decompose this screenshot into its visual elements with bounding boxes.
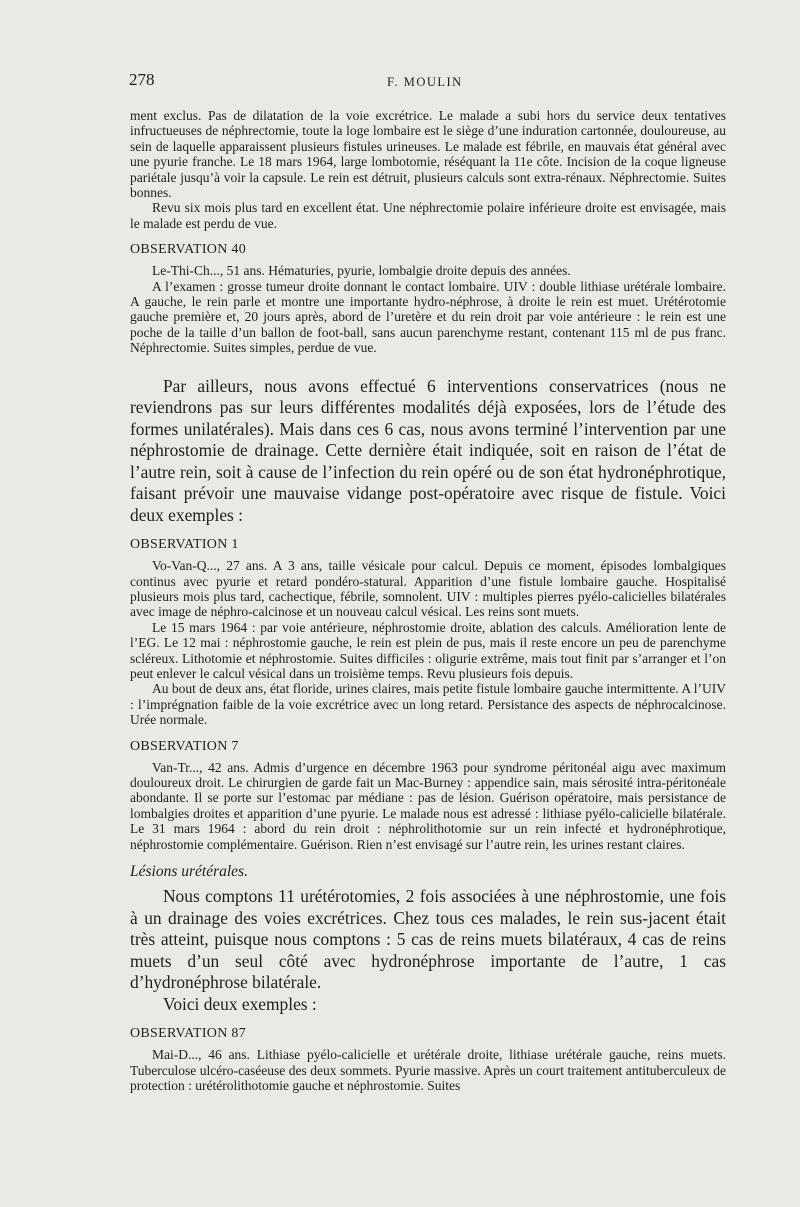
page-header	[129, 70, 726, 96]
paragraph-continued: ment exclus. Pas de dilatation de la voie excrétrice. Le malade a subi hors du service deux tentatives infructueuses de néphrectomie, toute la loge lombaire est le siège d’une induration cartonnée, douloureuse, au sein de laquelle apparaissent plusieurs fistules urineuses. Le malade est fébrile, en mauvais état général avec une pyurie franche. Le 18 mars 1964, large lombotomie, réséquant la 11e côte. Incision de la coque ligneuse pariétale jusqu’à voir la capsule. Le rein est détruit, plusieurs calculs sont extra-rénaux. Néphrectomie. Suites bonnes.	[130, 108, 726, 201]
observation-1-paragraph: Le 15 mars 1964 : par voie antérieure, néphrostomie droite, ablation des calculs. Amélioration lente de l’EG. Le 12 mai : néphrostomie gauche, le rein est plein de pus, mais il reste encore un peu de parenchyme scléreux. Lithotomie et néphrostomie. Suites difficiles : oligurie extrême, mais tout finit par s’arranger et l’on peut enlever le calcul vésical dans un troisième temps. Revu plusieurs fois depuis.	[130, 619, 726, 682]
paragraph-follow-up: Revu six mois plus tard en excellent état. Une néphrectomie polaire inférieure droite est envisagée, mais le malade est perdu de vue.	[130, 200, 726, 231]
body-paragraph: Voici deux exemples :	[163, 993, 317, 1014]
observation-7-title: OBSERVATION 7	[130, 738, 239, 754]
observation-87-paragraph: Mai-D..., 46 ans. Lithiase pyélo-calicielle et urétérale droite, lithiase urétérale gauche, reins muets. Tuberculose ulcéro-caséeuse des deux sommets. Pyurie massive. Après un court traitement antituberculeux de protection : urétérolithotomie gauche et néphrostomie. Suites	[130, 1047, 726, 1093]
observation-40-paragraph: A l’examen : grosse tumeur droite donnant le contact lombaire. UIV : double lithiase urétérale lombaire. A gauche, le rein parle et montre une importante hydro-néphrose, à droite le rein est muet. Urétérotomie gauche première et, 20 jours après, abord de l’uretère et du rein droit par voie antérieure : le rein est une poche de la taille d’un ballon de foot-ball, sans aucun parenchyme restant, contenant 115 ml de pus franc. Néphrectomie. Suites simples, perdue de vue.	[130, 278, 726, 356]
observation-1-title: OBSERVATION 1	[130, 537, 239, 553]
observation-40-paragraph: Le-Thi-Ch..., 51 ans. Hématuries, pyurie, lombalgie droite depuis des années.	[152, 263, 571, 279]
section-heading: Lésions urétérales.	[130, 863, 248, 881]
observation-40-title: OBSERVATION 40	[130, 242, 247, 258]
running-title: F. MOULIN	[387, 75, 463, 89]
observation-1-paragraph: Vo-Van-Q..., 27 ans. A 3 ans, taille vésicale pour calcul. Depuis ce moment, épisodes lombalgiques continus avec pyurie et retard pondéro-statural. Apparition d’une fistule lombaire gauche. Hospitalisé plusieurs mois plus tard, cachectique, fébrile, somnolent. UIV : multiples pierres pyélo-calicielles bilatérales avec image de néphro-calcinose et un nouveau calcul vésical. Les reins sont muets.	[130, 558, 726, 620]
page-number: 278	[129, 70, 155, 89]
page-content	[130, 108, 726, 1093]
body-paragraph: Par ailleurs, nous avons effectué 6 interventions conservatrices (nous ne reviendrons pas sur leurs différentes modalités déjà exposées, lors de l’étude des formes unilatérales). Mais dans ces 6 cas, nous avons terminé l’intervention par une néphrostomie de drainage. Cette dernière était indiquée, soit en raison de l’état de l’autre rein, soit à cause de l’infection du rein opéré ou de son état hydronéphrotique, faisant prévoir une mauvaise vidange post-opératoire avec risque de fistule. Voici deux exemples :	[130, 375, 726, 525]
body-paragraph: Nous comptons 11 urétérotomies, 2 fois associées à une néphrostomie, une fois à un drainage des voies excrétrices. Chez tous ces malades, le rein sus-jacent était très atteint, puisque nous comptons : 5 cas de reins muets bilatéraux, 4 cas de reins muets d’un seul côté avec hydronéphrose importante de l’autre, 1 cas d’hydronéphrose bilatérale.	[130, 886, 726, 993]
observation-7-paragraph: Van-Tr..., 42 ans. Admis d’urgence en décembre 1963 pour syndrome péritonéal aigu avec maximum douloureux droit. Le chirurgien de garde fait un Mac-Burney : appendice sain, mais sérosité intra-péritonéale abondante. Il se porte sur l’estomac par médiane : pas de lésion. Guérison opératoire, mais persistance de lombalgies droites et apparition d’une pyurie. Le malade nous est adressé : lithiase pyélo-calicielle bilatérale. Le 31 mars 1964 : abord du rein droit : néphrolithotomie sur un rein infecté et hydronéphrotique, néphrostomie complémentaire. Guérison. Rien n’est envisagé sur l’autre rein, les urines restant claires.	[130, 759, 726, 852]
observation-1-paragraph: Au bout de deux ans, état floride, urines claires, mais petite fistule lombaire gauche intermittente. A l’UIV : l’imprégnation faible de la voie excrétrice avec un long retard. Persistance des aspects de néphrocalcinose. Urée normale.	[130, 681, 726, 728]
observation-87-title: OBSERVATION 87	[130, 1026, 247, 1042]
